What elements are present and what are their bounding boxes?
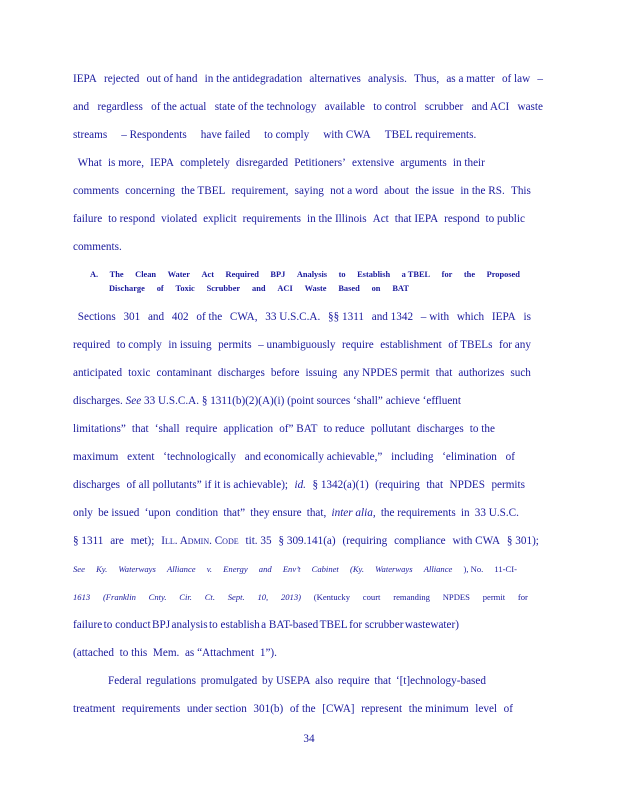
paragraph-line — [75, 156, 485, 170]
word: § 1342(a)(1) — [312, 479, 369, 491]
word: that — [131, 423, 149, 435]
paragraph-line — [73, 506, 519, 520]
word: permits — [218, 339, 252, 351]
word: that, — [306, 507, 327, 519]
word: ACI — [277, 284, 293, 293]
word: ‘elimination — [442, 451, 497, 463]
word: the minimum — [408, 703, 469, 715]
word: as “Attachment — [184, 647, 255, 659]
word: Waste — [304, 284, 327, 293]
word: in — [460, 507, 470, 519]
citation-line — [73, 562, 517, 576]
word: Scrubber — [206, 284, 241, 293]
word: Act — [372, 213, 389, 225]
word: inter alia, — [331, 507, 376, 519]
word: regardless — [97, 101, 143, 113]
word: § 1311(b)(2)(A)(i) — [201, 395, 285, 407]
word: toxic — [128, 367, 151, 379]
word: maximum — [73, 451, 119, 463]
word: level — [475, 703, 498, 715]
word: § 309.141(a) — [278, 535, 336, 547]
word: to establish — [209, 619, 260, 631]
word: Cnty. — [148, 592, 167, 602]
word: be issued — [98, 507, 140, 519]
word: ‘[t]echnology-based — [395, 675, 486, 687]
word: What — [75, 157, 102, 169]
word: with CWA — [452, 535, 501, 547]
word: NPDES — [442, 592, 470, 602]
word: of” BAT — [279, 423, 318, 435]
word: (attached — [73, 647, 114, 659]
word: and — [147, 311, 165, 323]
word: of — [505, 451, 515, 463]
paragraph-line — [73, 72, 543, 86]
word: IEPA — [491, 311, 516, 323]
word: anticipated — [73, 367, 123, 379]
word: saying — [294, 185, 324, 197]
word: and — [73, 101, 90, 113]
word: § 1311 — [73, 535, 104, 547]
word: 2013) — [280, 592, 301, 602]
word: have failed — [200, 129, 251, 141]
word: analysis — [171, 619, 208, 631]
paragraph-line — [73, 338, 531, 352]
word: for scrubber — [349, 619, 404, 631]
word: they ensure — [250, 507, 302, 519]
word: permit — [482, 592, 506, 602]
word: Cir. — [179, 592, 192, 602]
word: ), No. — [463, 564, 484, 574]
word: to — [338, 270, 346, 279]
paragraph-line — [73, 618, 459, 632]
word: and — [258, 564, 272, 574]
word: (requiring — [375, 479, 420, 491]
paragraph-line — [73, 450, 515, 464]
word: met); — [130, 535, 155, 547]
word: in the Illinois — [306, 213, 367, 225]
word: § 301); — [506, 535, 539, 547]
word: – with — [420, 311, 450, 323]
word: (Ky. — [349, 564, 365, 574]
word: of TBELs — [448, 339, 493, 351]
word: condition — [175, 507, 219, 519]
word: limitations” — [73, 423, 126, 435]
word: ‘technologically — [163, 451, 236, 463]
word: by USEPA — [262, 675, 311, 687]
word: available — [324, 101, 365, 113]
word: extensive — [351, 157, 395, 169]
word: that — [374, 675, 392, 687]
word: 33 U.S.C.A. — [265, 311, 321, 323]
word: establishment — [380, 339, 442, 351]
word: failure — [73, 619, 103, 631]
word: Energy — [223, 564, 248, 574]
section-heading-line — [90, 270, 520, 280]
word: Water — [167, 270, 190, 279]
word: Alliance — [423, 564, 453, 574]
word: the TBEL — [181, 185, 226, 197]
paragraph-line — [73, 366, 531, 380]
paragraph-line — [73, 212, 525, 226]
word: tit. 35 — [245, 535, 272, 547]
word: of law — [501, 73, 531, 85]
word: that — [435, 367, 453, 379]
word: as a matter — [446, 73, 495, 85]
word: about — [384, 185, 410, 197]
word: respond — [444, 213, 480, 225]
word: IEPA — [73, 73, 97, 85]
paragraph-line — [73, 394, 461, 408]
word: is — [523, 311, 531, 323]
word: regulations — [146, 675, 196, 687]
word: discharges — [416, 423, 464, 435]
word: promulgated — [200, 675, 258, 687]
word: state of the technology — [214, 101, 317, 113]
word: failure — [73, 213, 103, 225]
word: of all pollutants” if it is achievable); — [126, 479, 289, 491]
word: violated — [161, 213, 198, 225]
word: such — [510, 367, 531, 379]
word: Toxic — [175, 284, 195, 293]
word: of the — [196, 311, 223, 323]
word: Mem. — [152, 647, 180, 659]
word: on — [371, 284, 381, 293]
word: requirement, — [231, 185, 289, 197]
word: that — [426, 479, 444, 491]
word: requirements — [242, 213, 302, 225]
word: to respond — [108, 213, 156, 225]
word: ‘shall” — [353, 395, 383, 407]
word: 33 U.S.C. — [474, 507, 519, 519]
word: wastewater) — [404, 619, 459, 631]
word: require — [342, 339, 374, 351]
word: for — [441, 270, 453, 279]
word: in the antidegradation — [204, 73, 303, 85]
word: which — [456, 311, 485, 323]
word: Sept. — [227, 592, 245, 602]
word: require — [185, 423, 218, 435]
word: 1613 — [73, 592, 91, 602]
word: are — [110, 535, 124, 547]
paragraph-line — [73, 128, 543, 142]
word: 301(b) — [253, 703, 284, 715]
word: court — [362, 592, 381, 602]
word: Alliance — [166, 564, 196, 574]
word: Discharge — [109, 284, 145, 293]
word: scrubber — [424, 101, 464, 113]
word: Proposed — [486, 270, 520, 279]
word: arguments — [400, 157, 447, 169]
word: achieve — [385, 395, 420, 407]
word: (point sources — [287, 395, 351, 407]
word: and 1342 — [371, 311, 414, 323]
word: comments. — [73, 241, 122, 253]
word: contaminant — [156, 367, 212, 379]
word: 402 — [171, 311, 189, 323]
word: any NPDES permit — [343, 367, 430, 379]
word: analysis. — [368, 73, 407, 85]
word: discharges — [73, 479, 121, 491]
word: only — [73, 507, 93, 519]
word: also — [315, 675, 334, 687]
word: Cabinet — [311, 564, 339, 574]
word: including — [391, 451, 434, 463]
word: explicit — [203, 213, 237, 225]
word: and — [252, 284, 266, 293]
paragraph-line — [73, 184, 531, 198]
word: to public — [485, 213, 525, 225]
word: 33 U.S.C.A. — [143, 395, 199, 407]
word: id. — [294, 479, 306, 491]
word: This — [511, 185, 531, 197]
word: (Franklin — [102, 592, 136, 602]
word: with CWA — [323, 129, 371, 141]
word: Env’t — [282, 564, 301, 574]
word: to control — [373, 101, 417, 113]
word: BAT — [392, 284, 409, 293]
word: 301 — [123, 311, 141, 323]
paragraph-line — [73, 100, 543, 114]
word: before — [270, 367, 300, 379]
word: under section — [186, 703, 247, 715]
word: and economically achievable,” — [244, 451, 383, 463]
word: is more, — [107, 157, 144, 169]
paragraph-line — [108, 674, 486, 688]
word: to this — [119, 647, 148, 659]
word: a TBEL — [401, 270, 431, 279]
word: required — [73, 339, 111, 351]
word: in their — [452, 157, 485, 169]
word: the issue — [415, 185, 455, 197]
word: in the RS. — [460, 185, 505, 197]
word: of — [156, 284, 164, 293]
word: of the actual — [151, 101, 207, 113]
word: ‘upon — [144, 507, 171, 519]
word: (requiring — [342, 535, 388, 547]
word: remanding — [393, 592, 430, 602]
word: to comply — [116, 339, 162, 351]
word: – Respondents — [121, 129, 187, 141]
paragraph-line — [73, 646, 277, 660]
word: and ACI — [471, 101, 510, 113]
word: Ill. Admin. Code — [161, 535, 239, 547]
word: BPJ — [270, 270, 286, 279]
word: the — [463, 270, 476, 279]
word: §§ 1311 — [328, 311, 364, 323]
word: Ky. — [96, 564, 108, 574]
word: Clean — [135, 270, 157, 279]
word: to conduct — [103, 619, 151, 631]
word: streams — [73, 129, 108, 141]
word: that” — [223, 507, 246, 519]
word: ‘effluent — [422, 395, 461, 407]
word: to reduce — [323, 423, 365, 435]
word: See — [125, 395, 142, 407]
section-heading-line — [109, 284, 409, 294]
word: – unambiguously — [258, 339, 336, 351]
paragraph-line — [73, 702, 513, 716]
word: in issuing — [168, 339, 212, 351]
word: Analysis — [296, 270, 328, 279]
word: the requirements — [380, 507, 456, 519]
word: represent — [361, 703, 403, 715]
word: authorizes — [458, 367, 505, 379]
word: – — [537, 73, 543, 85]
word: compliance — [394, 535, 446, 547]
word: CWA, — [229, 311, 258, 323]
word: for — [517, 592, 528, 602]
word: rejected — [103, 73, 140, 85]
word: Based — [338, 284, 360, 293]
word: 1”). — [259, 647, 277, 659]
word: out of hand — [146, 73, 198, 85]
word: require — [337, 675, 370, 687]
word: ‘shall — [154, 423, 180, 435]
word: a BAT-based — [261, 619, 319, 631]
word: TBEL requirements. — [384, 129, 477, 141]
word: comments — [73, 185, 119, 197]
paragraph-line — [73, 478, 525, 492]
word: TBEL — [319, 619, 348, 631]
word: Federal — [108, 675, 142, 687]
word: BPJ — [152, 619, 171, 631]
word: [CWA] — [322, 703, 355, 715]
word: for any — [498, 339, 531, 351]
word: concerning — [125, 185, 175, 197]
word: discharges — [217, 367, 265, 379]
word: disregarded — [235, 157, 289, 169]
word: 11-CI- — [494, 564, 517, 574]
word: extent — [127, 451, 155, 463]
word: Sections — [75, 311, 116, 323]
word: Required — [225, 270, 259, 279]
word: A. — [90, 270, 99, 279]
word: Establish — [357, 270, 391, 279]
word: v. — [206, 564, 213, 574]
word: requirements — [121, 703, 181, 715]
word: treatment — [73, 703, 116, 715]
word: of the — [289, 703, 316, 715]
citation-line — [73, 590, 528, 604]
page-number: 34 — [303, 733, 315, 745]
word: permits — [491, 479, 525, 491]
paragraph-line — [73, 422, 495, 436]
word: to the — [469, 423, 495, 435]
word: alternatives — [309, 73, 361, 85]
word: IEPA — [150, 157, 174, 169]
paragraph-line — [73, 240, 543, 254]
word: Waterways — [375, 564, 413, 574]
word: to comply — [264, 129, 310, 141]
word: Act — [201, 270, 215, 279]
word: completely — [180, 157, 230, 169]
word: waste — [517, 101, 543, 113]
word: application — [223, 423, 274, 435]
word: NPDES — [449, 479, 485, 491]
paragraph-line — [73, 534, 539, 548]
word: issuing — [305, 367, 338, 379]
word: discharges. — [73, 395, 123, 407]
word: See — [73, 564, 85, 574]
word: pollutant — [370, 423, 411, 435]
paragraph-line — [75, 310, 531, 324]
word: (Kentucky — [313, 592, 351, 602]
word: Ct. — [204, 592, 215, 602]
word: 10, — [257, 592, 269, 602]
word: of — [503, 703, 513, 715]
word: Thus, — [414, 73, 440, 85]
word: Petitioners’ — [294, 157, 346, 169]
word: Waterways — [118, 564, 156, 574]
word: that IEPA — [394, 213, 439, 225]
word: The — [109, 270, 124, 279]
word: not a word — [330, 185, 378, 197]
